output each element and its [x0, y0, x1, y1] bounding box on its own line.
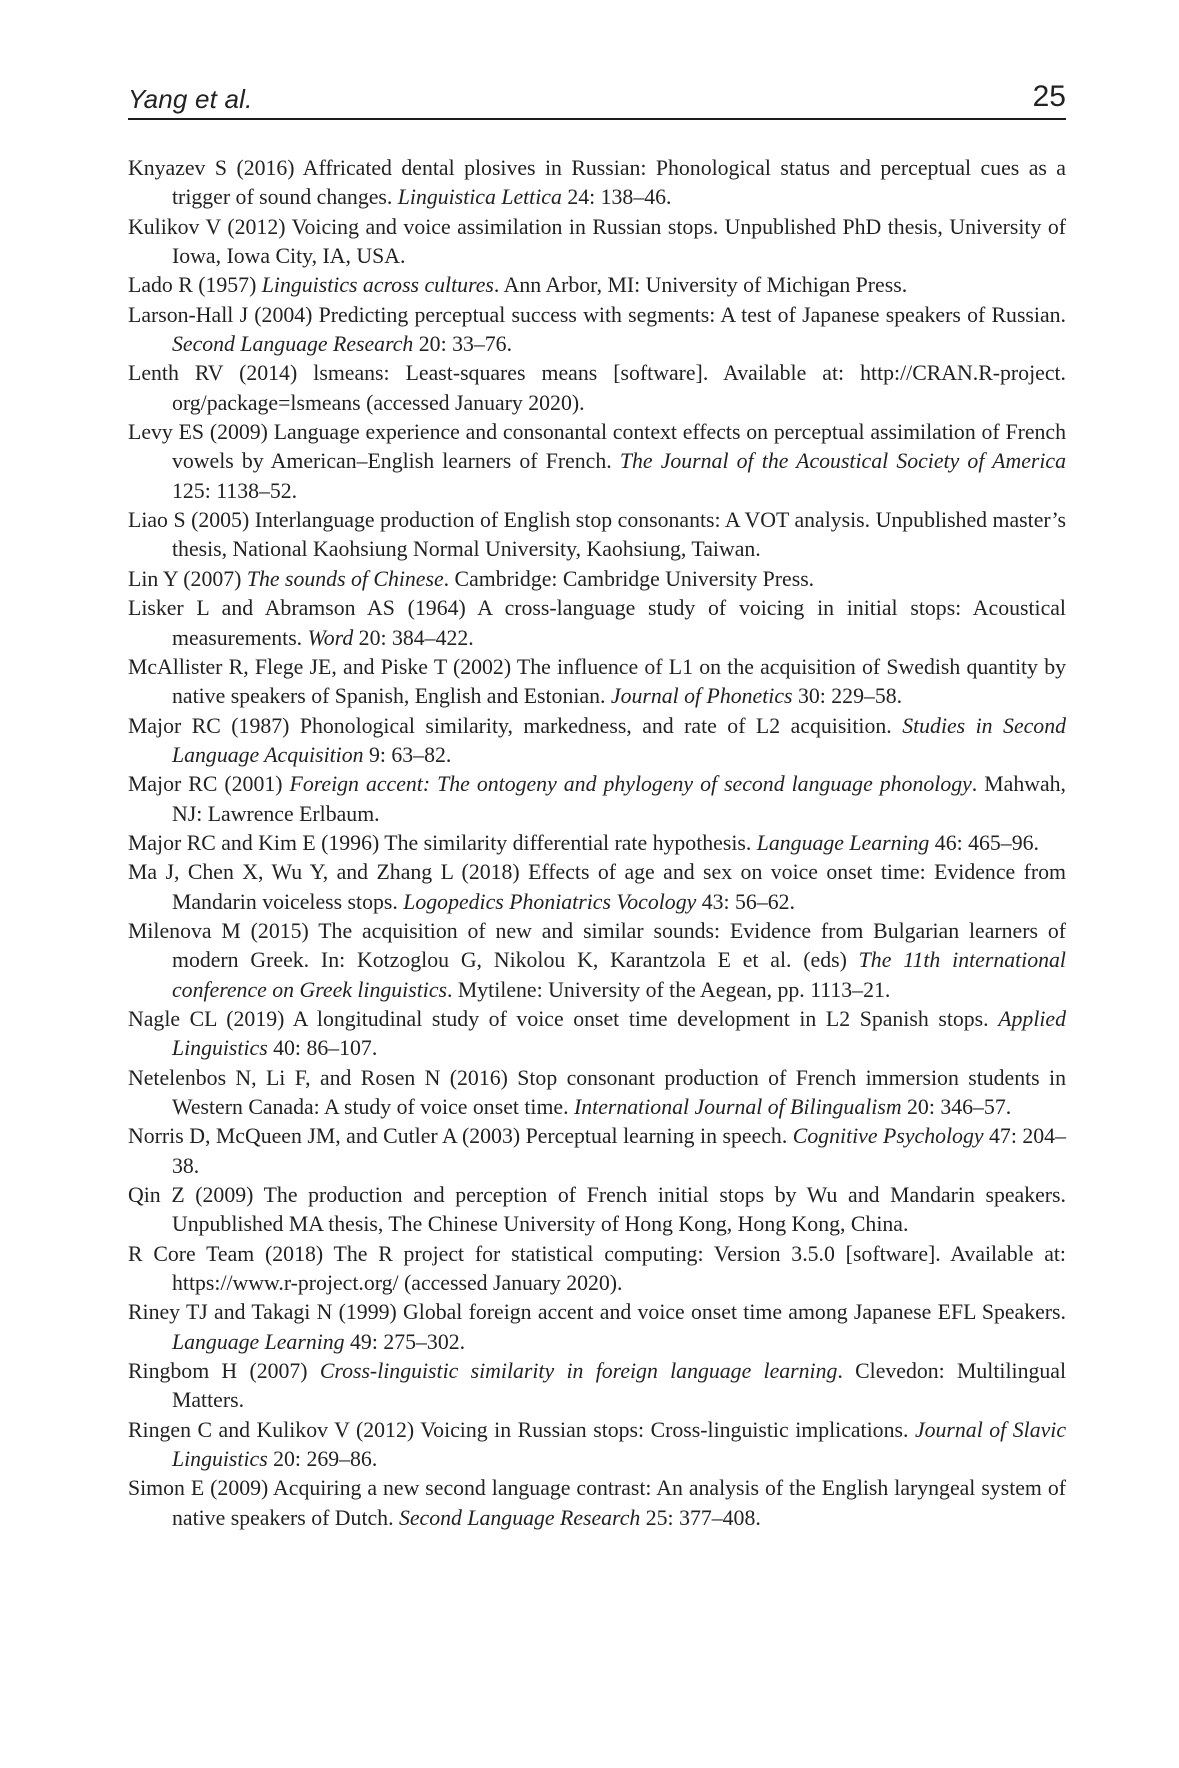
reference-title-italic: Language Learning [756, 830, 930, 855]
reference-text: 24: 138–46. [561, 185, 672, 210]
reference-title-italic: Studies in Second Language Acquisition [172, 713, 1066, 767]
reference-entry [128, 1474, 1066, 1533]
reference-text: Larson-Hall J (2004) Predicting perceptual success with segments: A test of Japanese speakers of Russian. [128, 302, 1066, 327]
reference-text: 9: 63–82. [363, 742, 452, 767]
reference-entry [128, 154, 1066, 213]
reference-title-italic: Language Learning [172, 1329, 345, 1354]
reference-text: 20: 269–86. [267, 1447, 378, 1472]
reference-text: Knyazev S (2016) Affricated dental plosives in Russian: Phonological status and perceptual cues as a trigger of sound changes. [128, 156, 1066, 210]
reference-text: Lin Y (2007) [128, 566, 247, 591]
reference-text: . Mahwah, NJ: Lawrence Erlbaum. [172, 772, 1066, 826]
reference-entry [128, 418, 1066, 506]
reference-title-italic: Linguistica Lettica [397, 185, 562, 210]
reference-entry [128, 213, 1066, 272]
reference-text: Netelenbos N, Li F, and Rosen N (2016) Stop consonant production of French immersion students in Western Canada: A study of voice onset time. [128, 1065, 1066, 1119]
reference-title-italic: The 11th international conference on Greek linguistics [172, 948, 1066, 1002]
reference-text: Major RC (2001) [128, 772, 290, 797]
reference-text: Riney TJ and Takagi N (1999) Global foreign accent and voice onset time among Japanese EFL Speakers. [128, 1300, 1066, 1325]
reference-title-italic: The Journal of the Acoustical Society of America [619, 449, 1066, 474]
reference-text: 30: 229–58. [792, 684, 903, 709]
reference-entry [128, 506, 1066, 565]
reference-text: . Clevedon: Multilingual Matters. [172, 1359, 1067, 1413]
reference-entry [128, 1005, 1066, 1064]
reference-text: Lisker L and Abramson AS (1964) A cross-language study of voicing in initial stops: Acoustical measurements. [128, 596, 1066, 650]
reference-entry [128, 594, 1066, 653]
reference-title-italic: Cognitive Psychology [792, 1124, 984, 1149]
reference-text: 46: 465–96. [929, 830, 1039, 855]
reference-text: Liao S (2005) Interlanguage production of English stop consonants: A VOT analysis. Unpublished master’s thesis, National Kaohsiung Normal University, Kaohsiung, Taiwan. [128, 508, 1066, 562]
reference-entry [128, 770, 1066, 829]
reference-entry [128, 1122, 1066, 1181]
reference-text: Simon E (2009) Acquiring a new second language contrast: An analysis of the English laryngeal system of native speakers of Dutch. [128, 1476, 1066, 1530]
reference-text: . Cambridge: Cambridge University Press. [443, 566, 815, 591]
reference-entry [128, 359, 1066, 418]
reference-text: Qin Z (2009) The production and perception of French initial stops by Wu and Mandarin speakers. Unpublished MA thesis, The Chinese University of Hong Kong, Hong Kong, China. [128, 1183, 1066, 1237]
reference-entry [128, 917, 1066, 1005]
reference-text: R Core Team (2018) The R project for statistical computing: Version 3.5.0 [software]. Available at: https://www.r-project.org/ (accessed January 2020). [128, 1241, 1066, 1296]
reference-text: Ringbom H (2007) [128, 1359, 320, 1384]
reference-text: 25: 377–408. [640, 1505, 761, 1530]
reference-title-italic: Linguistics across cultures [261, 273, 494, 298]
reference-text: Norris D, McQueen JM, and Cutler A (2003) Perceptual learning in speech. [128, 1124, 793, 1149]
reference-entry [128, 1240, 1066, 1299]
reference-title-italic: The sounds of Chinese [246, 566, 444, 591]
reference-text: Ma J, Chen X, Wu Y, and Zhang L (2018) Effects of age and sex on voice onset time: Evidence from Mandarin voiceless stops. [128, 860, 1066, 914]
page-number: 25 [1032, 80, 1066, 113]
reference-entry [128, 271, 1066, 300]
reference-text: 20: 384–422. [353, 625, 474, 650]
reference-text: Milenova M (2015) The acquisition of new and similar sounds: Evidence from Bulgarian learners of modern Greek. In: Kotzoglou G, Nikolou K, Karantzola E et al. (eds) [128, 918, 1066, 973]
reference-text: 20: 346–57. [901, 1095, 1012, 1119]
reference-entry [128, 858, 1066, 917]
reference-entry [128, 712, 1066, 771]
reference-title-italic: Second Language Research [172, 332, 414, 357]
reference-title-italic: Word [307, 625, 354, 650]
reference-title-italic: Foreign accent: The ontogeny and phylogeny of second language phonology [289, 772, 972, 797]
reference-title-italic: Second Language Research [398, 1505, 641, 1530]
reference-title-italic: Journal of Slavic Linguistics [172, 1417, 1067, 1472]
reference-title-italic: Logopedics Phoniatrics Vocology [403, 889, 697, 914]
header-rule [128, 118, 1066, 120]
reference-entry [128, 1416, 1066, 1475]
reference-entry [128, 565, 1066, 594]
reference-text: Kulikov V (2012) Voicing and voice assimilation in Russian stops. Unpublished PhD thesis, University of Iowa, Iowa City, IA, USA. [128, 214, 1066, 269]
reference-entry [128, 301, 1066, 360]
reference-title-italic: Journal of Phonetics [610, 684, 793, 709]
reference-entry [128, 653, 1066, 712]
reference-title-italic: Cross-linguistic similarity in foreign language learning [319, 1359, 838, 1384]
reference-entry [128, 1181, 1066, 1240]
reference-text: Levy ES (2009) Language experience and consonantal context effects on perceptual assimilation of French vowels by American–English learners of French. [128, 420, 1066, 474]
reference-text: Ringen C and Kulikov V (2012) Voicing in Russian stops: Cross-linguistic implications. [128, 1417, 915, 1442]
reference-text: Lenth RV (2014) lsmeans: Least-squares means [software]. Available at: http://CRAN.R-project.​org/package=lsmeans (accessed January 2020). [128, 361, 1066, 415]
reference-entry [128, 1298, 1066, 1357]
reference-list [128, 154, 1066, 1533]
reference-text: 20: 33–76. [413, 332, 513, 357]
reference-text: Nagle CL (2019) A longitudinal study of voice onset time development in L2 Spanish stops. [128, 1006, 999, 1031]
reference-text: 49: 275–302. [344, 1329, 466, 1354]
reference-text: Major RC and Kim E (1996) The similarity differential rate hypothesis. [128, 830, 757, 855]
running-head: Yang et al. [128, 84, 253, 114]
reference-entry [128, 1064, 1066, 1123]
reference-text: 40: 86–107. [267, 1036, 378, 1061]
reference-title-italic: Applied Linguistics [172, 1006, 1066, 1061]
reference-title-italic: International Journal of Bilingualism [574, 1095, 902, 1119]
reference-text: 125: 1138–52. [172, 478, 298, 503]
reference-text: . Ann Arbor, MI: University of Michigan Press. [493, 273, 908, 298]
reference-text: McAllister R, Flege JE, and Piske T (2002) The influence of L1 on the acquisition of Swedish quantity by native speakers of Spanish, English and Estonian. [128, 654, 1066, 709]
reference-entry [128, 1357, 1066, 1416]
reference-text: Lado R (1957) [128, 273, 262, 298]
reference-text: Major RC (1987) Phonological similarity, markedness, and rate of L2 acquisition. [128, 713, 903, 738]
reference-entry [128, 829, 1066, 858]
page-header [128, 80, 1066, 114]
reference-text: 43: 56–62. [696, 889, 795, 914]
reference-text: 47: 204–38. [172, 1124, 1066, 1178]
reference-text: . Mytilene: University of the Aegean, pp. 1113–21. [447, 977, 891, 1002]
